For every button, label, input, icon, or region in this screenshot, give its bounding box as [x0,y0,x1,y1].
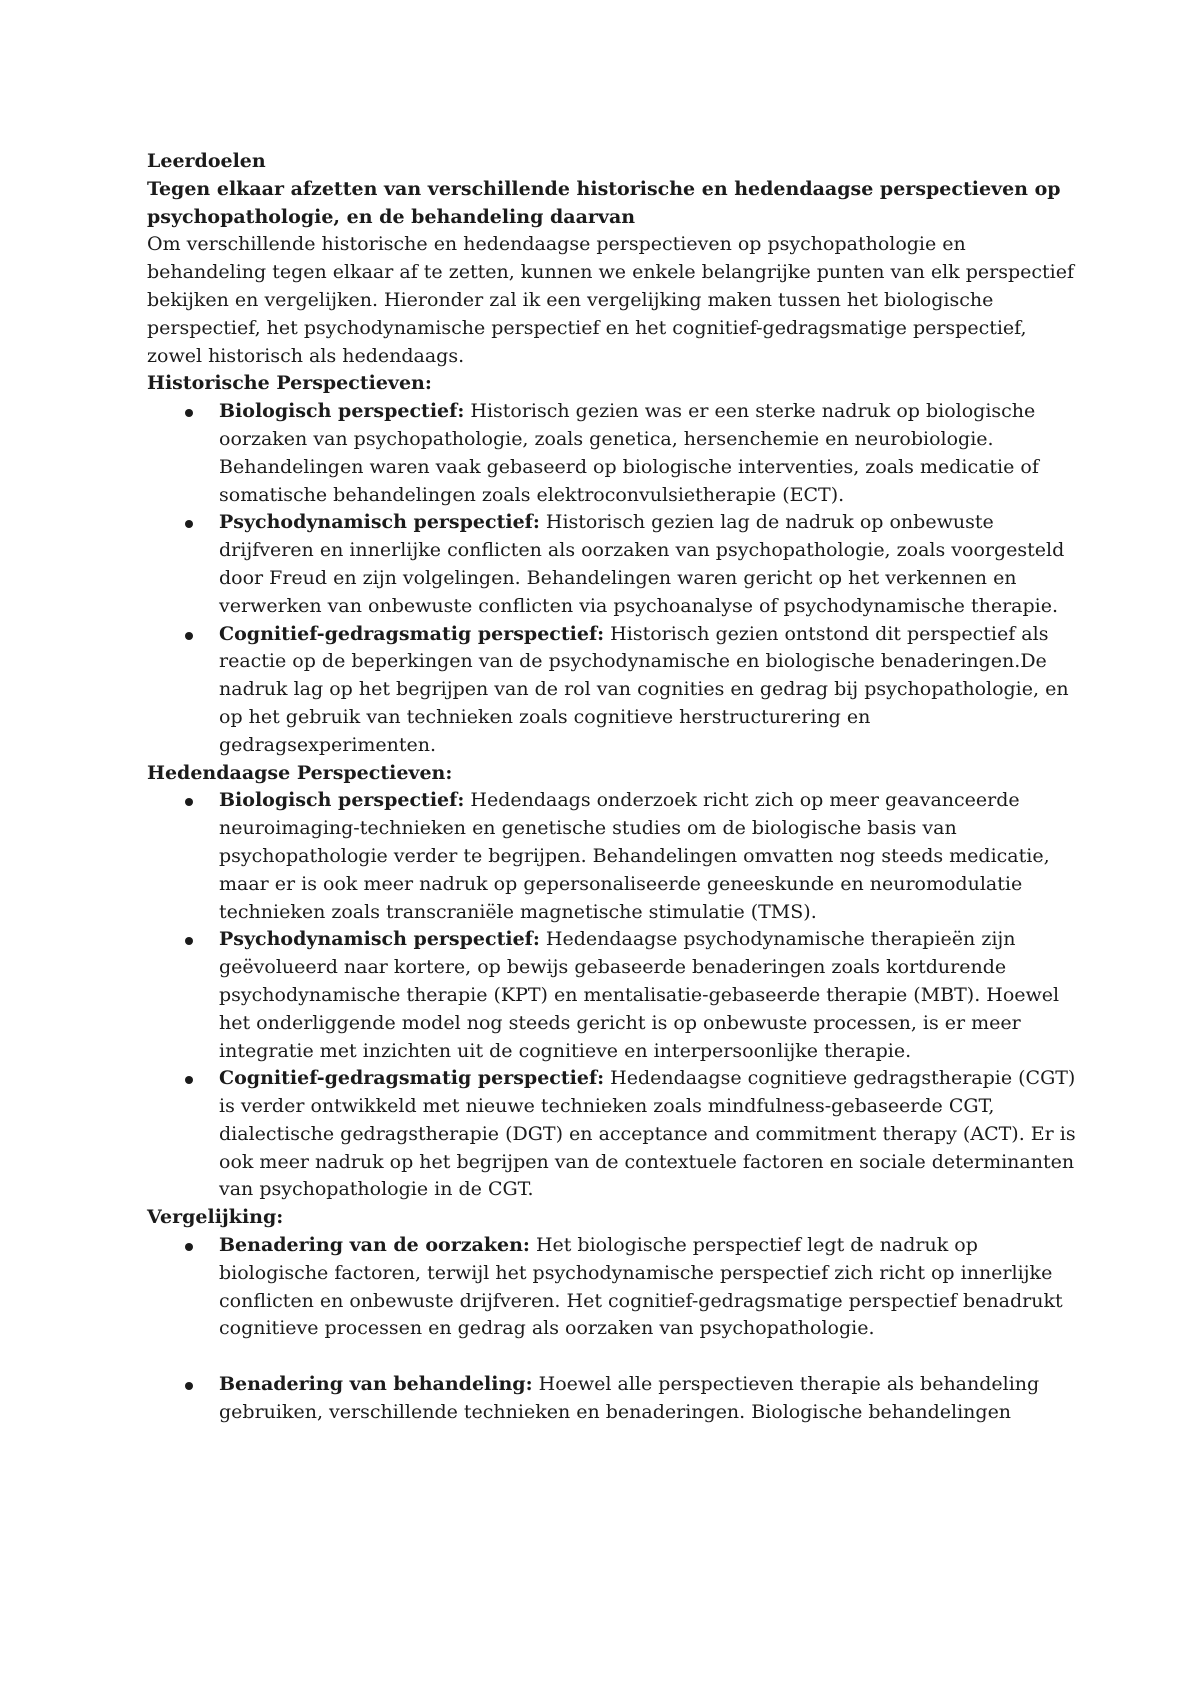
item-term: Psychodynamisch perspectief: [219,511,540,534]
bullet-icon [185,1243,193,1251]
item-text: Hedendaags onderzoek richt zich op meer geavanceerde neuroimaging-technieken en genetische studies om de biologische basis van psychopathologie verder te begrijpen. Behandelingen omvatten nog steeds medicatie, maar er is ook meer nadruk op gepersonaliseerde geneeskunde en neuromodulatie technieken zoals transcraniële magnetische stimulatie (TMS). [219,789,1050,923]
item-text: Hedendaagse cognitieve gedragstherapie (CGT) is verder ontwikkeld met nieuwe technieken zoals mindfulness-gebaseerde CGT, dialectische gedragstherapie (DGT) en acceptance and commitment therapy (ACT). Er is ook meer nadruk op het begrijpen van de contextuele factoren en sociale determinanten van psychopathologie in de CGT. [219,1067,1076,1201]
list-item [219,787,1077,926]
bullet-icon [185,409,193,417]
section-heading-contemporary: Hedendaagse Perspectieven: [147,761,453,784]
list-item [219,509,1077,620]
historical-list [147,398,1077,759]
item-text: Historisch gezien was er een sterke nadruk op biologische oorzaken van psychopathologie, zoals genetica, hersenchemie en neurobiologie. Behandelingen waren vaak gebaseerd op biologische interventies, zoals medicatie of somatische behandelingen zoals elektroconvulsietherapie (ECT). [219,400,1039,506]
item-term: Benadering van behandeling: [219,1373,533,1396]
contemporary-list [147,787,1077,1204]
bullet-icon [185,1076,193,1084]
section-heading-historical: Historische Perspectieven: [147,372,432,395]
item-term: Biologisch perspectief: [219,400,465,423]
bullet-icon [185,937,193,945]
item-term: Cognitief-gedragsmatig perspectief: [219,1067,605,1090]
bullet-icon [185,798,193,806]
list-item [219,1065,1077,1204]
intro-paragraph: Om verschillende historische en hedendaagse perspectieven op psychopathologie en behandeling tegen elkaar af te zetten, kunnen we enkele belangrijke punten van elk perspectief bekijken en vergelijken. Hieronder zal ik een vergelijking maken tussen het biologische perspectief, het psychodynamische perspectief en het cognitief-gedragsmatige perspectief, zowel historisch als hedendaags. [147,233,1075,367]
item-term: Psychodynamisch perspectief: [219,928,540,951]
document-title: Leerdoelen [147,150,266,172]
bullet-icon [185,520,193,528]
list-item [219,398,1077,509]
item-term: Benadering van de oorzaken: [219,1234,530,1257]
list-item [219,1371,1077,1427]
item-text: Historisch gezien lag de nadruk op onbewuste drijfveren en innerlijke conflicten als oorzaken van psychopathologie, zoals voorgesteld door Freud en zijn volgelingen. Behandelingen waren gericht op het verkennen en verwerken van onbewuste conflicten via psychoanalyse of psychodynamische therapie. [219,511,1065,617]
item-text: Het biologische perspectief legt de nadruk op biologische factoren, terwijl het psychodynamische perspectief zich richt op innerlijke conflicten en onbewuste drijfveren. Het cognitief-gedragsmatige perspectief benadrukt cognitieve processen en gedrag als oorzaken van psychopathologie. [219,1234,1063,1340]
item-text: Hoewel alle perspectieven therapie als behandeling gebruiken, verschillende technieken en benaderingen. Biologische behandelingen [219,1373,1040,1424]
bullet-icon [185,632,193,640]
item-text: Historisch gezien ontstond dit perspectief als reactie op de beperkingen van de psychodynamische en biologische benaderingen.De nadruk lag op het begrijpen van de rol van cognities en gedrag bij psychopathologie, en op het gebruik van technieken zoals cognitieve herstructurering en gedragsexperimenten. [219,622,1069,756]
item-term: Biologisch perspectief: [219,789,465,812]
item-term: Cognitief-gedragsmatig perspectief: [219,622,605,645]
list-item [219,926,1077,1065]
list-item [219,621,1077,760]
document-page [147,148,1077,1427]
document-subtitle: Tegen elkaar afzetten van verschillende historische en hedendaagse perspectieven op psychopathologie, en de behandeling daarvan [147,177,1061,228]
list-item [219,1232,1077,1343]
section-heading-comparison: Vergelijking: [147,1206,284,1229]
comparison-list [147,1232,1077,1427]
item-text: Hedendaagse psychodynamische therapieën zijn geëvolueerd naar kortere, op bewijs gebaseerde benaderingen zoals kortdurende psychodynamische therapie (KPT) en mentalisatie-gebaseerde therapie (MBT). Hoewel het onderliggende model nog steeds gericht is op onbewuste processen, is er meer integratie met inzichten uit de cognitieve en interpersoonlijke therapie. [219,928,1060,1062]
bullet-icon [185,1382,193,1390]
